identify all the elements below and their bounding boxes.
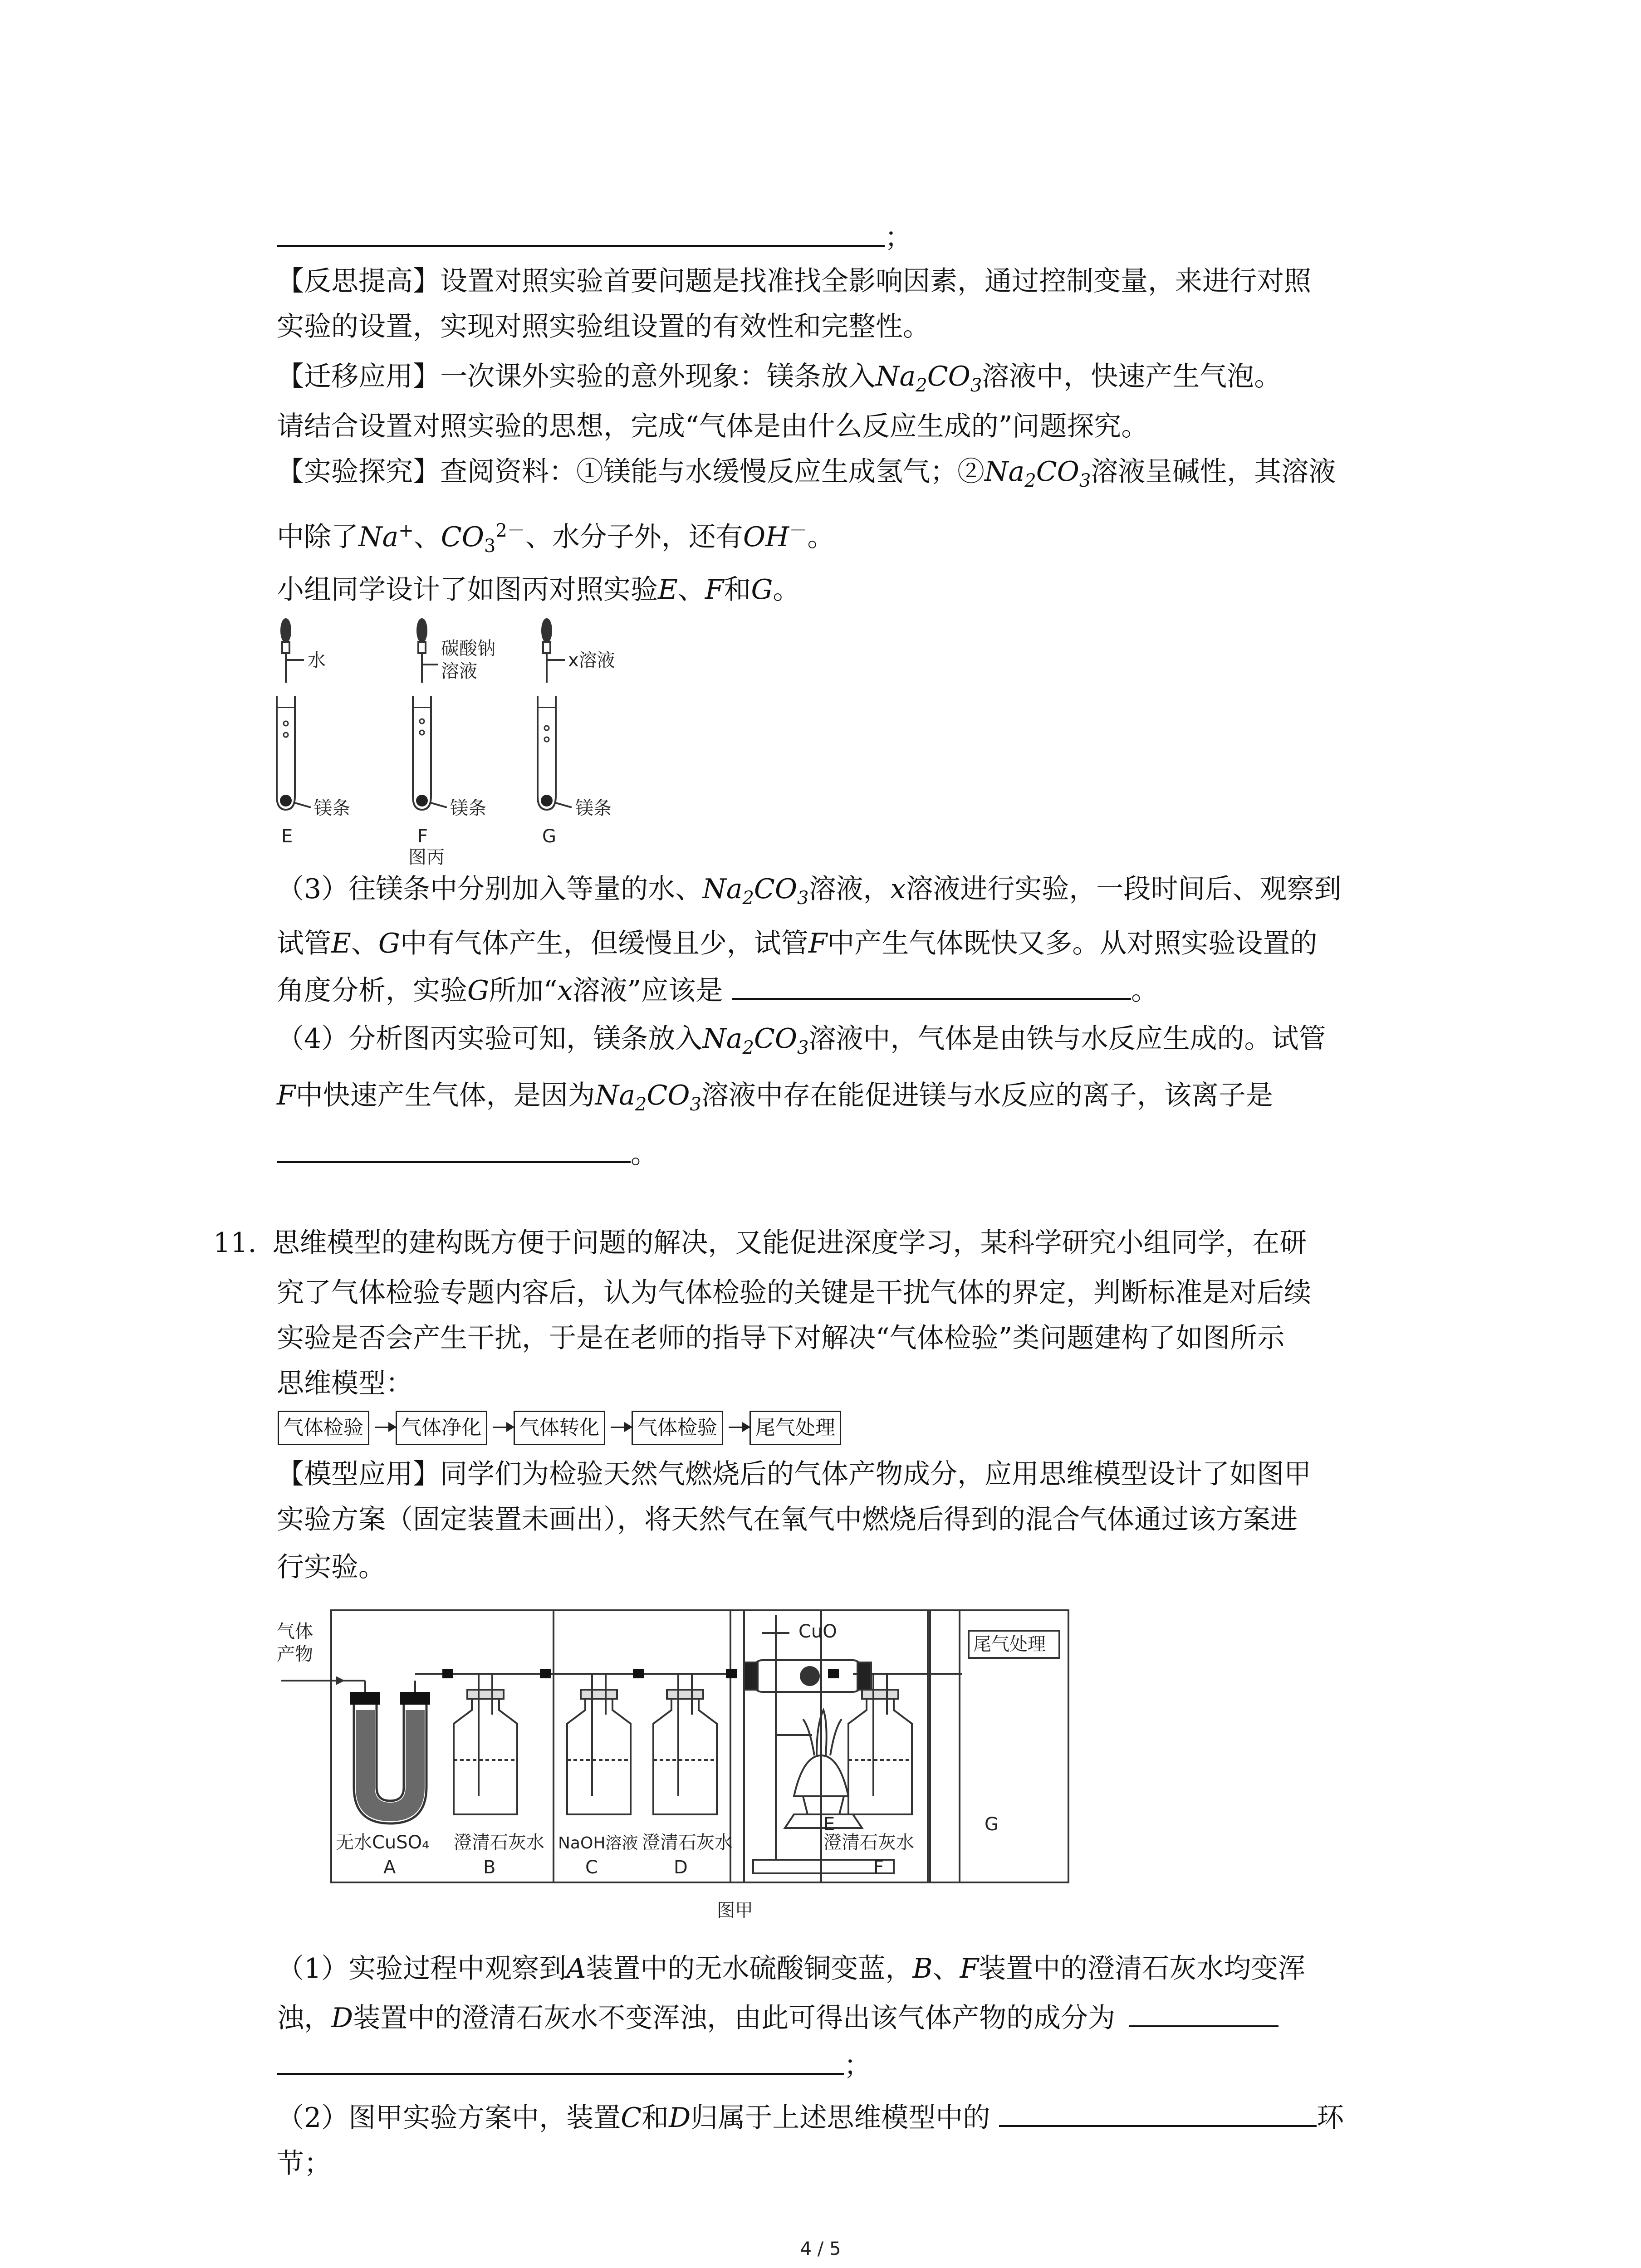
q3-answer-blank[interactable] bbox=[732, 971, 1131, 1000]
explore-line-2: 中除了Na+、$CO_3^{2-}$、水分子外，还有OH－。 bbox=[277, 520, 835, 557]
mg-ribbon-E bbox=[280, 795, 292, 807]
mg-ribbon-G bbox=[541, 795, 553, 807]
label-A: A bbox=[383, 1857, 396, 1878]
figure-bing-test-tubes bbox=[272, 615, 635, 869]
label-x-solution: x溶液 bbox=[568, 650, 615, 671]
q11-line-4: 思维模型： bbox=[277, 1368, 413, 1399]
tube-label-F: F bbox=[417, 826, 428, 847]
explore-line-1: 【实验探究】查阅资料：①镁能与水缓慢反应生成氢气；$②Na_2CO_3$溶液呈碱性，其溶液 bbox=[277, 456, 1336, 491]
test-tube-G bbox=[538, 696, 556, 810]
q4-line-3: 。 bbox=[277, 1134, 658, 1172]
test-tube-F bbox=[413, 696, 431, 810]
q11-2-line-1: （2）图甲实验方案中，装置C和D归属于上述思维模型中的 环 bbox=[277, 2098, 1344, 2136]
label-mg-G: 镁条 bbox=[575, 798, 612, 819]
bottle-C bbox=[567, 1674, 631, 1814]
q11-line-2: 究了气体检验专题内容后，认为气体检验的关键是干扰气体的界定，判断标准是对后续 bbox=[277, 1277, 1311, 1309]
label-na2co3-2: 溶液 bbox=[441, 661, 477, 682]
q3-line-3: 角度分析，实验G所加“x溶液”应该是 。 bbox=[277, 971, 1158, 1009]
q11-1-answer-blank-b[interactable] bbox=[277, 2046, 844, 2075]
tube-label-G: G bbox=[542, 826, 556, 847]
label-D: D bbox=[674, 1857, 688, 1878]
cuo-powder bbox=[800, 1666, 820, 1686]
tube-label-E: E bbox=[281, 826, 293, 847]
flow-step-1: 气体检验 bbox=[278, 1411, 369, 1445]
label-F: F bbox=[873, 1857, 884, 1878]
transfer-line-2: 请结合设置对照实验的思想，完成“气体是由什么反应生成的”问题探究。 bbox=[277, 411, 1149, 442]
label-naoh: NaOH溶液 bbox=[558, 1834, 638, 1853]
q11-line-1: 11. 思维模型的建构既方便于问题的解决，又能促进深度学习，某科学研究小组同学，在研 bbox=[213, 1227, 1307, 1259]
label-G: G bbox=[985, 1814, 999, 1835]
label-cuo: CuO bbox=[798, 1621, 837, 1642]
label-limewater-D: 澄清石灰水 bbox=[642, 1832, 733, 1853]
q11-line-3: 实验是否会产生干扰，于是在老师的指导下对解决“气体检验”类问题建构了如图所示 bbox=[277, 1322, 1285, 1354]
page-number: 4 / 5 bbox=[800, 2239, 841, 2259]
test-tube-E bbox=[277, 696, 295, 810]
q11-1-line-1: （1）实验过程中观察到A装置中的无水硫酸铜变蓝，B、F装置中的澄清石灰水均变浑 bbox=[277, 1953, 1306, 1984]
q3-line-1: （3）往镁条中分别加入等量的水、$Na_2CO_3$溶液，x溶液进行实验，一段时间后、观察到 bbox=[277, 873, 1342, 909]
q11-1-line-2: 浊，D装置中的澄清石灰水不变浑浊，由此可得出该气体产物的成分为 bbox=[277, 1998, 1279, 2036]
label-water: 水 bbox=[308, 650, 326, 671]
label-mg-E: 镁条 bbox=[314, 798, 350, 819]
reflection-line-1: 【反思提高】设置对照实验首要问题是找准找全影响因素，通过控制变量，来进行对照 bbox=[277, 265, 1311, 297]
mg-ribbon-F bbox=[416, 795, 428, 807]
u-tube-A bbox=[350, 1681, 430, 1823]
dropper-F bbox=[417, 619, 438, 683]
figure-bing-caption: 图丙 bbox=[408, 847, 445, 868]
label-tail-gas: 尾气处理 bbox=[973, 1634, 1046, 1655]
model-line-2: 实验方案（固定装置未画出），将天然气在氧气中燃烧后得到的混合气体通过该方案进 bbox=[277, 1504, 1298, 1535]
dropper-E bbox=[281, 619, 304, 683]
dropper-G bbox=[542, 619, 565, 683]
bottle-F bbox=[848, 1674, 912, 1814]
bottle-B bbox=[454, 1674, 517, 1814]
flow-step-4: 气体检验 bbox=[632, 1411, 723, 1445]
bottle-D bbox=[653, 1674, 717, 1814]
label-limewater-F: 澄清石灰水 bbox=[823, 1832, 914, 1853]
label-mg-F: 镁条 bbox=[450, 798, 486, 819]
flow-arrow-1 bbox=[375, 1427, 396, 1428]
answer-blank[interactable] bbox=[277, 218, 885, 247]
q4-answer-blank[interactable] bbox=[277, 1134, 631, 1163]
flow-step-2: 气体净化 bbox=[396, 1411, 487, 1445]
transfer-line-1: 【迁移应用】一次课外实验的意外现象：镁条放入$Na_2CO_3$溶液中，快速产生气泡。 bbox=[277, 361, 1282, 396]
flow-arrow-4 bbox=[729, 1427, 749, 1428]
q11-2-answer-blank[interactable] bbox=[999, 2098, 1317, 2127]
q4-line-1: （4）分析图丙实验可知，镁条放入$Na_2CO_3$溶液中，气体是由铁与水反应生成的。试管 bbox=[277, 1023, 1326, 1058]
label-C: C bbox=[585, 1857, 598, 1878]
label-gas-1: 气体 bbox=[277, 1621, 313, 1642]
label-E: E bbox=[823, 1814, 835, 1835]
model-line-3: 行实验。 bbox=[277, 1551, 386, 1583]
q11-1-answer-blank-a[interactable] bbox=[1129, 1998, 1279, 2027]
q4-line-2: F中快速产生气体，是因为$Na_2CO_3$溶液中存在能促进镁与水反应的离子，该离子是 bbox=[277, 1080, 1273, 1115]
figure-jia-caption: 图甲 bbox=[717, 1900, 753, 1921]
top-answer-line: ； bbox=[277, 218, 912, 256]
label-gas-2: 产物 bbox=[277, 1644, 313, 1665]
label-na2co3-1: 碳酸钠 bbox=[441, 638, 495, 659]
label-B: B bbox=[483, 1857, 496, 1878]
flow-step-3: 气体转化 bbox=[514, 1411, 605, 1445]
reflection-line-2: 实验的设置，实现对照实验组设置的有效性和完整性。 bbox=[277, 311, 930, 342]
figure-jia-apparatus bbox=[272, 1606, 1152, 1923]
label-limewater-B: 澄清石灰水 bbox=[454, 1832, 544, 1853]
explore-line-3: 小组同学设计了如图丙对照实验E、F和G。 bbox=[277, 574, 800, 606]
flow-step-5: 尾气处理 bbox=[749, 1411, 841, 1445]
q3-line-2: 试管E、G中有气体产生，但缓慢且少，试管F中产生气体既快又多。从对照实验设置的 bbox=[277, 928, 1318, 959]
q11-2-line-2: 节； bbox=[277, 2148, 331, 2180]
q11-1-line-3: ； bbox=[277, 2046, 871, 2084]
flow-arrow-2 bbox=[493, 1427, 514, 1428]
model-line-1: 【模型应用】同学们为检验天然气燃烧后的气体产物成分，应用思维模型设计了如图甲 bbox=[277, 1458, 1311, 1490]
flow-arrow-3 bbox=[611, 1427, 632, 1428]
label-anhydrous-cuso4: 无水CuSO₄ bbox=[336, 1832, 430, 1853]
